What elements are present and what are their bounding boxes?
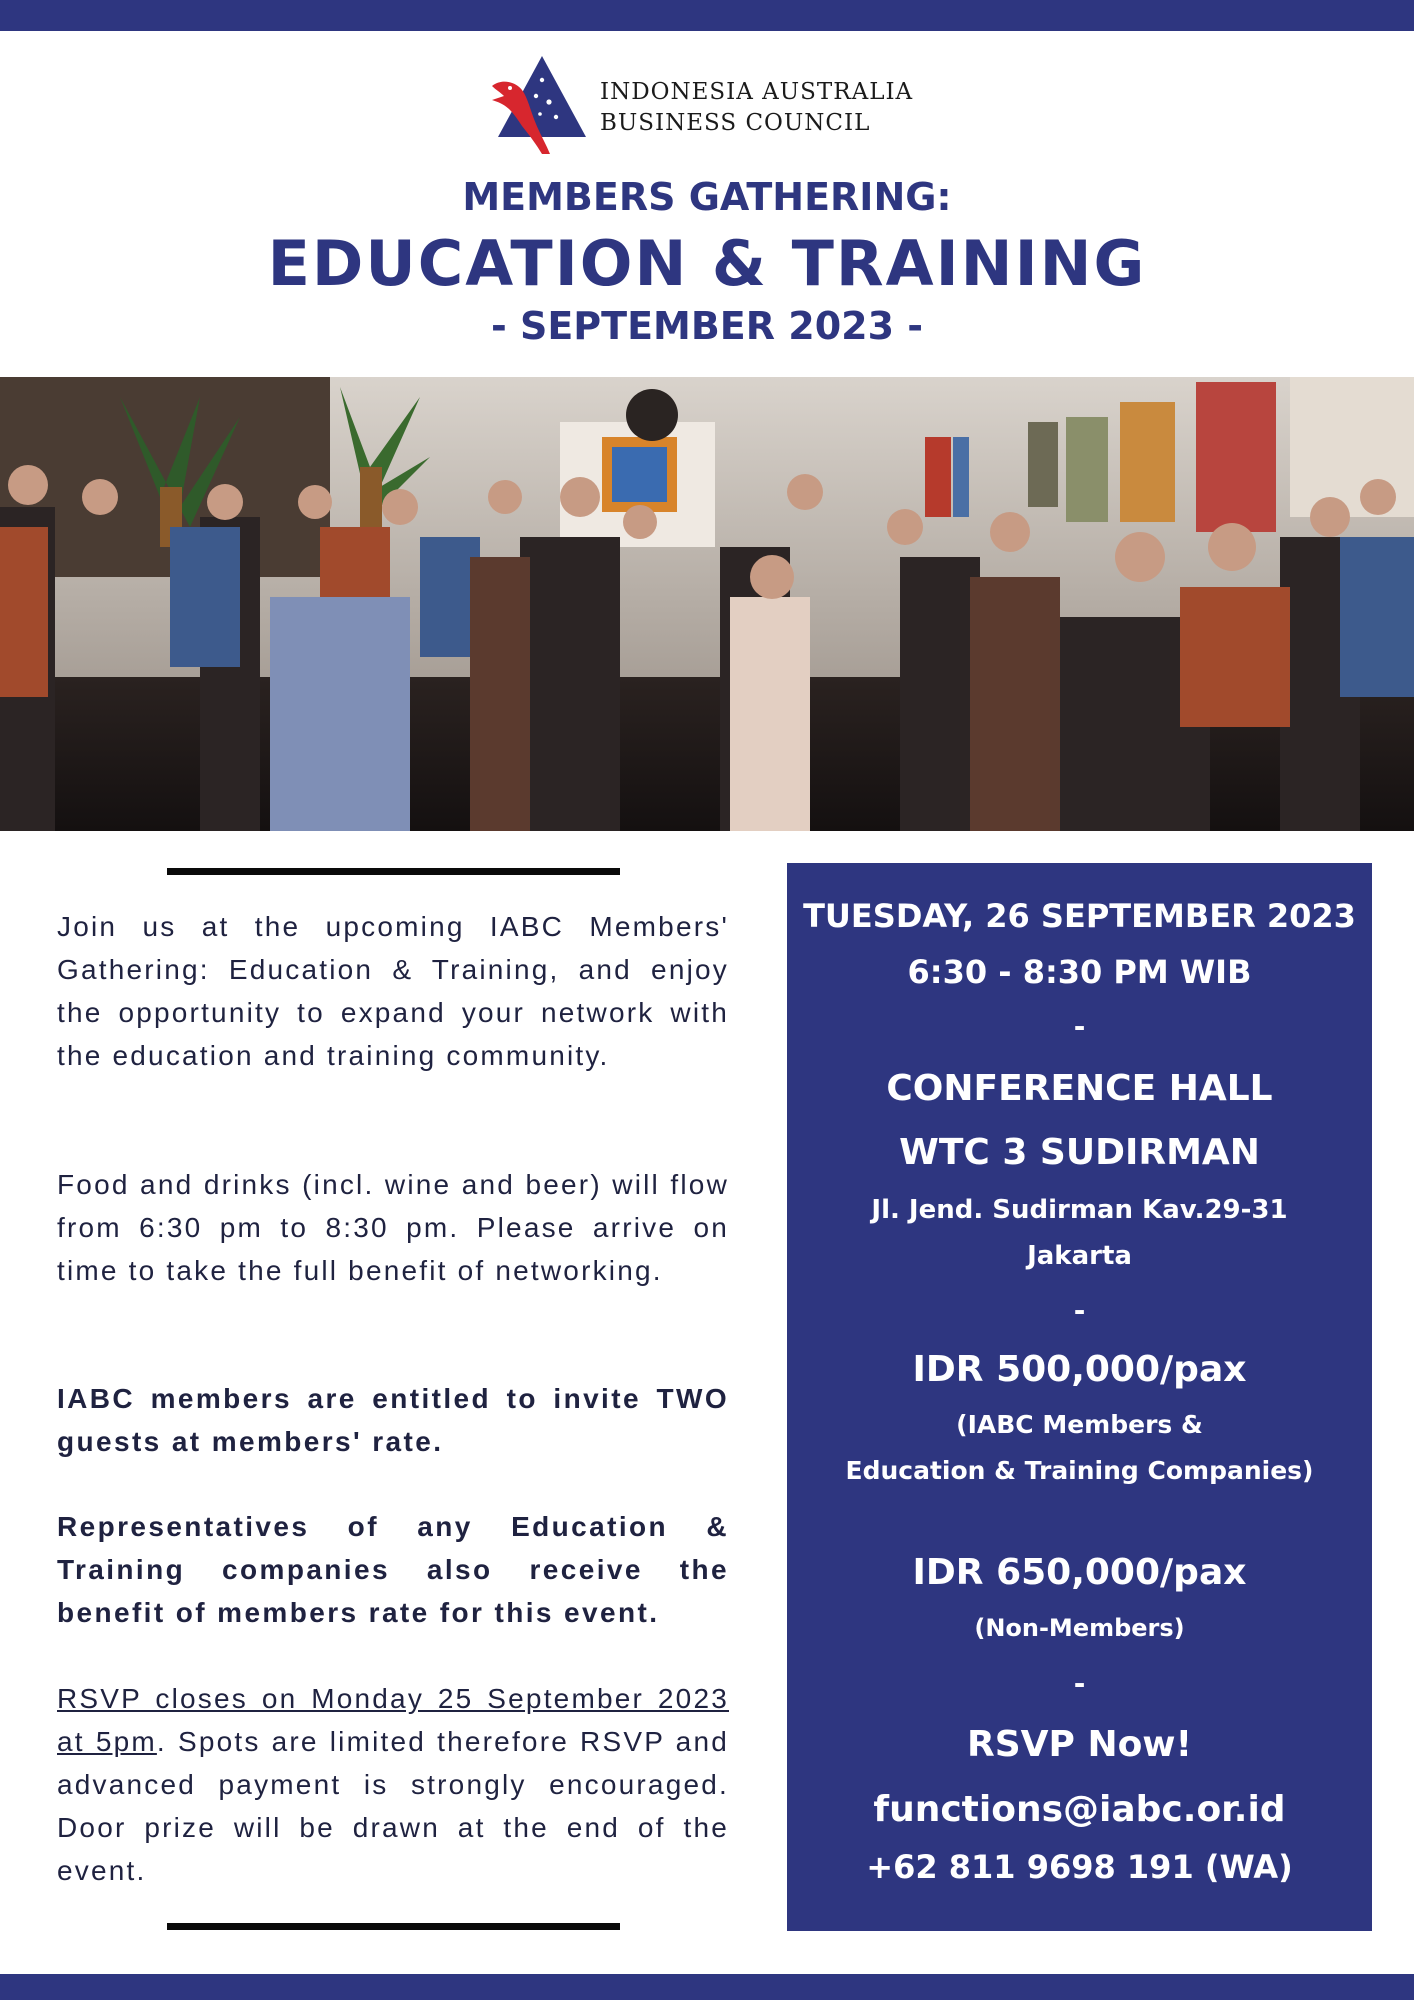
price-non-members: IDR 650,000/pax [912, 1552, 1247, 1593]
rsvp-phone[interactable]: +62 811 9698 191 (WA) [866, 1848, 1293, 1886]
price-members-note: (IABC Members & [956, 1410, 1203, 1439]
bottom-accent-bar [0, 1974, 1414, 2000]
venue-name: CONFERENCE HALL [886, 1068, 1273, 1109]
intro-paragraph: Join us at the upcoming IABC Members' Gathering: Education & Training, and enjoy the opportunity to expand your network with the education and training community. [57, 911, 729, 1071]
price-members: IDR 500,000/pax [912, 1349, 1247, 1390]
event-title: EDUCATION & TRAINING [267, 227, 1147, 300]
venue-city: Jakarta [1027, 1241, 1132, 1271]
venue-building: WTC 3 SUDIRMAN [899, 1132, 1260, 1173]
rsvp-deadline: RSVP closes on Monday 25 September 2023 at 5pm [57, 1683, 729, 1757]
event-month: - SEPTEMBER 2023 - [490, 304, 924, 348]
guest-invite-paragraph: IABC members are entitled to invite TWO guests at members' rate. [57, 1383, 729, 1457]
event-date: TUESDAY, 26 SEPTEMBER 2023 [803, 897, 1356, 935]
event-details-panel [787, 863, 1372, 1931]
food-drinks-paragraph: Food and drinks (incl. wine and beer) will flow from 6:30 pm to 8:30 pm. Please arrive on time to take the full benefit of networking. [57, 1169, 729, 1286]
top-accent-bar [0, 0, 1414, 31]
divider-top [167, 868, 620, 875]
price-non-members-note: (Non-Members) [974, 1614, 1185, 1642]
rsvp-paragraph [57, 1677, 729, 1892]
event-photo [0, 377, 1414, 831]
iabc-logo-icon [490, 52, 595, 156]
venue-address: Jl. Jend. Sudirman Kav.29-31 [871, 1195, 1288, 1225]
separator: - [1073, 1667, 1086, 1700]
separator: - [1073, 1010, 1086, 1043]
price-members-note: Education & Training Companies) [845, 1456, 1314, 1485]
event-pre-title: MEMBERS GATHERING: [462, 175, 952, 219]
divider-bottom [167, 1923, 620, 1930]
logo-line-2: BUSINESS COUNCIL [600, 110, 871, 136]
rsvp-details: . Spots are limited therefore RSVP and advanced payment is strongly encouraged. Door prize will be drawn at the end of the event. [57, 1726, 729, 1886]
logo-wordmark [600, 77, 913, 139]
rsvp-email[interactable]: functions@iabc.or.id [873, 1789, 1286, 1830]
logo-line-1: INDONESIA AUSTRALIA [600, 79, 914, 105]
separator: - [1073, 1294, 1086, 1327]
iabc-logo [490, 52, 920, 156]
representatives-paragraph: Representatives of any Education & Training companies also receive the benefit of members rate for this event. [57, 1511, 729, 1628]
rsvp-call-to-action: RSVP Now! [967, 1724, 1192, 1765]
event-time: 6:30 - 8:30 PM WIB [907, 953, 1252, 991]
